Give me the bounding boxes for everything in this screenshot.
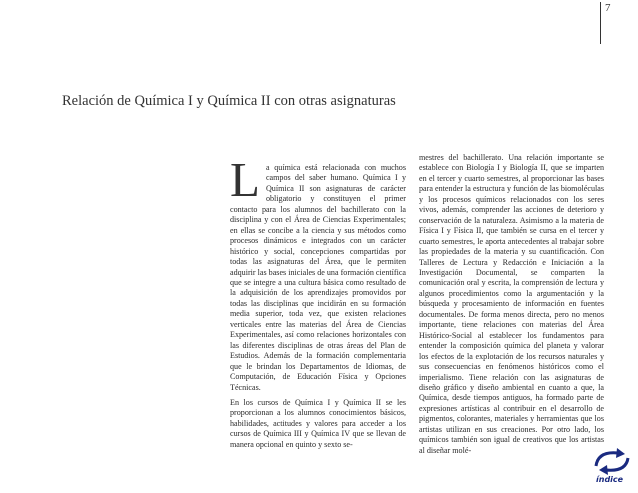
index-label[interactable]: índice [596, 475, 624, 484]
drop-cap: L [230, 152, 260, 207]
section-title: Relación de Química I y Química II con otras asignaturas [62, 93, 396, 109]
page-number: 7 [600, 2, 611, 44]
text-column-left [230, 152, 406, 450]
paragraph-text: a química está relacionada con muchos campos del saber humano. Química I y Química II son asignaturas de carácter obligatorio y constituyen el primer contacto para los alumnos del bachillerato con la disciplina y con el Área de Ciencias Experimentales; en ellas se concibe a la ciencia y sus métodos como procesos dinámicos e integrados con un carácter histórico y social, concepciones compartidas por todas las asignaturas del Área, que le permiten adquirir las bases iniciales de una formación científica que se integre a una cultura básica como resultado de la adquisición de los aprendizajes promovidos por todas las disciplinas que incidirán en su formación media superior, toda vez, que existen relaciones verticales entre las materias del Área de Ciencias Experimentales, así como relaciones horizontales con las diferentes disciplinas de otras áreas del Plan de Estudios. Además de la formación complementaria que le brindan los Departamentos de Idiomas, de Computación, de Educación Física y Opciones Técnicas. [230, 163, 406, 392]
paragraph: mestres del bachillerato. Una relación importante se establece con Biología I y Biología II, que se imparten en el tercer y cuarto semestres, al proporcionar las bases para entender la estructura y función de las biomoléculas y los procesos químicos relacionados con los seres vivos, además, comprender las acciones de deterioro y conservación de la naturaleza. Asimismo a la materia de Física I y Física II, que también se cursa en el tercer y cuarto semestres, le aporta antecedentes al trabajar sobre las propiedades de la materia y su cuantificación. Con Talleres de Lectura y Redacción e Iniciación a la Investigación Documental, se comparten la comunicación oral y escrita, la comprensión de lectura y algunos procedimientos como la argumentación y la búsqueda y procesamiento de información en fuentes documentales. De forma menos directa, pero no menos importante, tiene relaciones con materias del Área Histórico-Social al establecer los fundamentos para entender la composición química del planeta y valorar los efectos de la explotación de los recursos naturales y sus consecuencias en fenómenos históricos como el imperialismo. Tiene relación con las asignaturas de diseño gráfico y diseño ambiental en cuanto a que, la Química, desde tiempos antiguos, ha formado parte de expresiones artísticas al contribuir en el desarrollo de pigmentos, colorantes, materiales y herramientas que los artistas utilizan en sus creaciones. Por otro lado, los químicos también son igual de creativos que los artistas al diseñar molé- [419, 153, 604, 455]
curved-arrows-icon[interactable] [590, 446, 634, 476]
index-nav-button[interactable] [590, 446, 634, 490]
paragraph: En los cursos de Química I y Química II se les proporcionan a los alumnos conocimientos básicos, habilidades, actitudes y valores para acceder a los cursos de Química III y Química IV que se llevan de manera opcional en quinto y sexto se- [230, 397, 406, 449]
paragraph [230, 152, 406, 393]
text-column-right [419, 153, 604, 456]
